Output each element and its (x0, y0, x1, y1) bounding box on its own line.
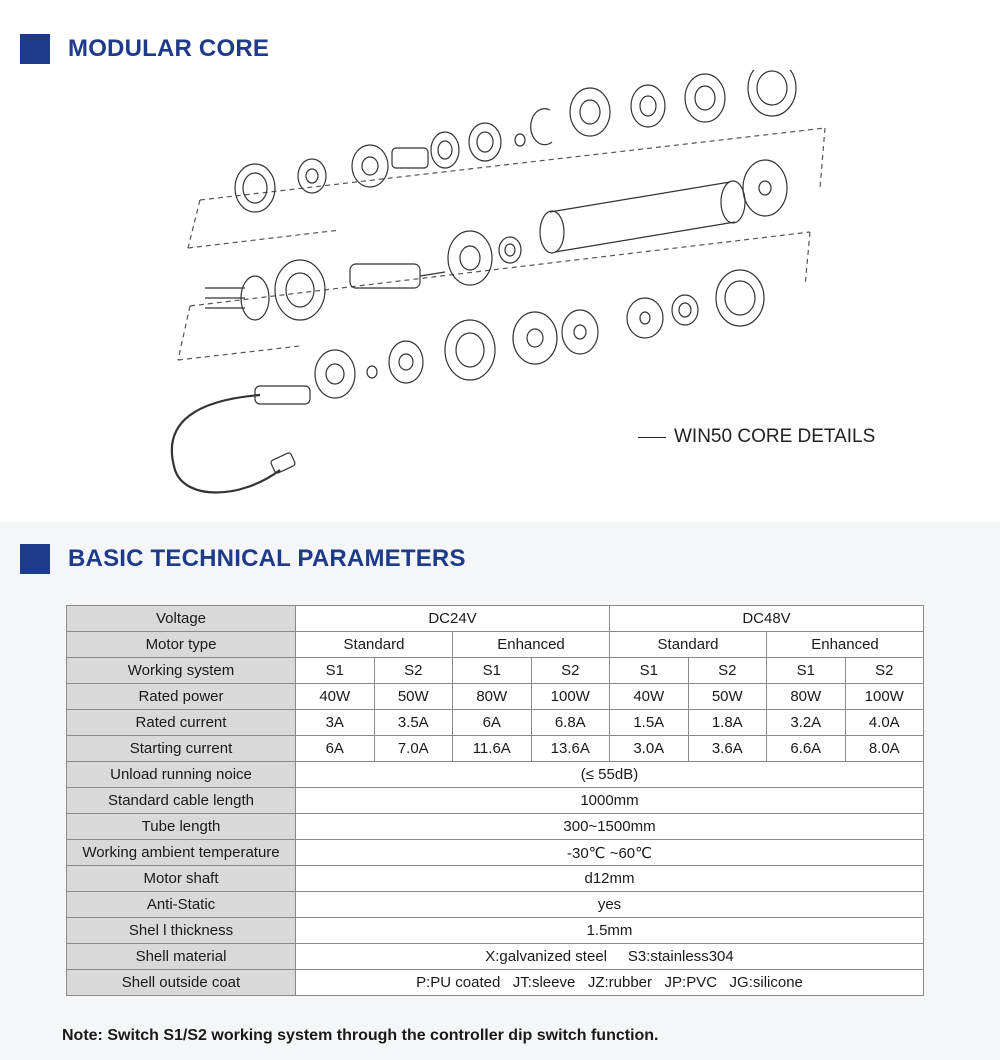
row-label: Voltage (67, 606, 296, 632)
caption-dash (638, 437, 666, 438)
table-cell: 7.0A (374, 736, 453, 762)
table-cell: 3.0A (610, 736, 689, 762)
row-label: Rated power (67, 684, 296, 710)
table-cell: S2 (531, 658, 610, 684)
table-cell: 6.6A (767, 736, 846, 762)
table-cell: 3.5A (374, 710, 453, 736)
table-cell: S2 (845, 658, 924, 684)
table-row-rated-current (67, 710, 924, 736)
table-row-voltage (67, 606, 924, 632)
table-cell: S2 (688, 658, 767, 684)
table-row-motor-type (67, 632, 924, 658)
table-cell: S1 (767, 658, 846, 684)
table-cell: d12mm (296, 866, 924, 892)
row-label: Rated current (67, 710, 296, 736)
table-cell: 6A (296, 736, 375, 762)
modular-core-heading (20, 34, 269, 64)
row-label: Anti-Static (67, 892, 296, 918)
table-cell: 3A (296, 710, 375, 736)
row3-parts (255, 312, 557, 404)
table-cell: 1000mm (296, 788, 924, 814)
table-cell: 1.5A (610, 710, 689, 736)
footnote: Note: Switch S1/S2 working system through the controller dip switch function. (62, 1027, 659, 1044)
table-cell: Enhanced (767, 632, 924, 658)
table-cell: Enhanced (453, 632, 610, 658)
table-row-shell-material (67, 944, 924, 970)
table-cell: 1.8A (688, 710, 767, 736)
table-cell: Standard (296, 632, 453, 658)
table-row-starting-current (67, 736, 924, 762)
table-cell: 40W (296, 684, 375, 710)
row-label: Shel l thickness (67, 918, 296, 944)
table-cell: S1 (453, 658, 532, 684)
table-cell: Standard (610, 632, 767, 658)
table-cell: 13.6A (531, 736, 610, 762)
diagram-caption (638, 426, 875, 448)
table-cell: 4.0A (845, 710, 924, 736)
table-cell: S2 (374, 658, 453, 684)
table-cell: 11.6A (453, 736, 532, 762)
table-cell: S1 (610, 658, 689, 684)
technical-parameters-heading (20, 544, 466, 574)
table-row-shell-coat (67, 970, 924, 996)
table-row-rated-power (67, 684, 924, 710)
table-cell: 80W (767, 684, 846, 710)
technical-parameters-title: BASIC TECHNICAL PARAMETERS (68, 545, 466, 572)
table-row-working-system (67, 658, 924, 684)
table-cell: yes (296, 892, 924, 918)
table-cell: 3.2A (767, 710, 846, 736)
table-row-tube-length (67, 814, 924, 840)
table-cell: (≤ 55dB) (296, 762, 924, 788)
table-cell: 100W (531, 684, 610, 710)
row-label: Standard cable length (67, 788, 296, 814)
table-cell: 300~1500mm (296, 814, 924, 840)
table-row-shell-thickness (67, 918, 924, 944)
parameters-table (66, 605, 924, 996)
table-cell: 40W (610, 684, 689, 710)
table-cell: -30℃ ~60℃ (296, 840, 924, 866)
table-cell: 3.6A (688, 736, 767, 762)
table-row-motor-shaft (67, 866, 924, 892)
table-cell: 1.5mm (296, 918, 924, 944)
table-cell: 6A (453, 710, 532, 736)
table-row-anti-static (67, 892, 924, 918)
row-label: Shell material (67, 944, 296, 970)
row-label: Starting current (67, 736, 296, 762)
table-cell: 50W (688, 684, 767, 710)
heading-square-icon (20, 34, 50, 64)
caption-text: WIN50 CORE DETAILS (674, 426, 876, 447)
table-cell: 6.8A (531, 710, 610, 736)
table-cell: DC48V (610, 606, 924, 632)
table-row-cable-length (67, 788, 924, 814)
table-cell: S1 (296, 658, 375, 684)
row-label: Motor shaft (67, 866, 296, 892)
row-label: Tube length (67, 814, 296, 840)
table-cell: P:PU coated JT:sleeve JZ:rubber JP:PVC JG:silicone (296, 970, 924, 996)
row-label: Motor type (67, 632, 296, 658)
table-cell: 50W (374, 684, 453, 710)
table-cell: 80W (453, 684, 532, 710)
table-cell: DC24V (296, 606, 610, 632)
table-cell: 8.0A (845, 736, 924, 762)
table-cell: X:galvanized steel S3:stainless304 (296, 944, 924, 970)
row-label: Shell outside coat (67, 970, 296, 996)
table-row-temperature (67, 840, 924, 866)
modular-core-title: MODULAR CORE (68, 35, 270, 62)
row-label: Working system (67, 658, 296, 684)
row-label: Working ambient temperature (67, 840, 296, 866)
table-row-noise (67, 762, 924, 788)
table-cell: 100W (845, 684, 924, 710)
row-label: Unload running noice (67, 762, 296, 788)
heading-square-icon (20, 544, 50, 574)
